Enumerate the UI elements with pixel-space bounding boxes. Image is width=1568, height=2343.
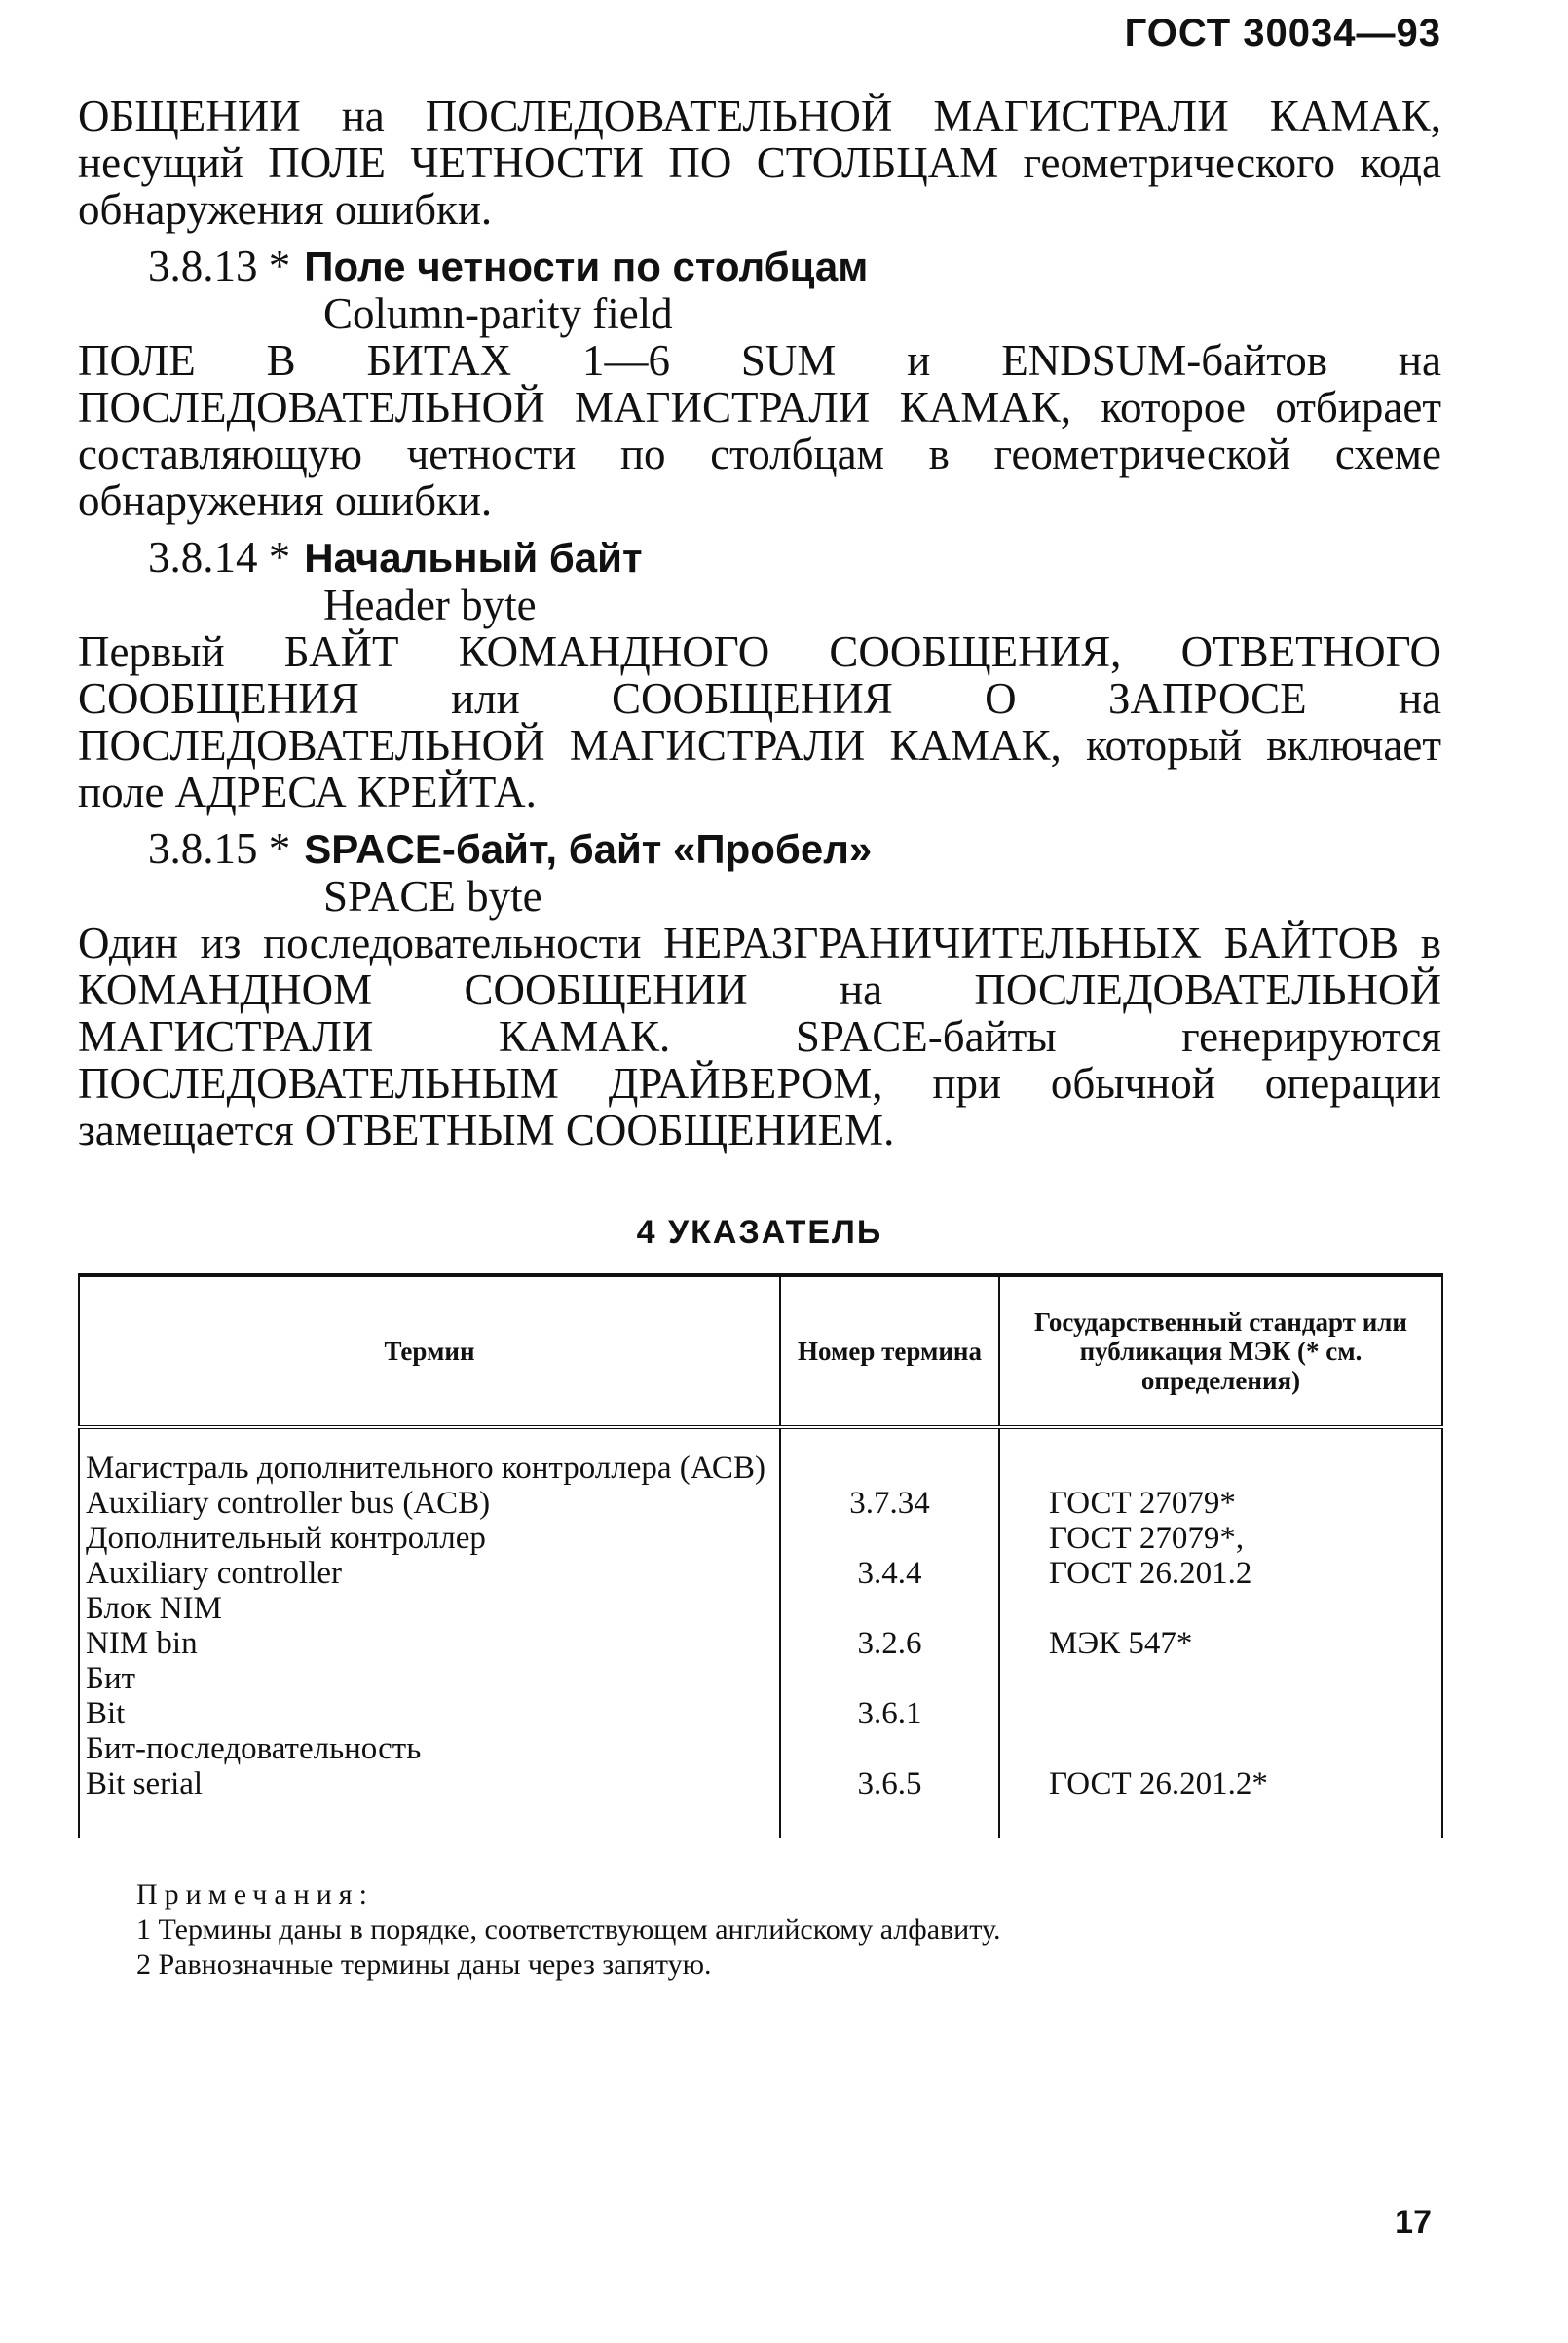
page-content <box>78 93 1441 1983</box>
row-term: Auxiliary controller <box>79 1556 780 1591</box>
term-title-en: Column-parity field <box>323 289 673 338</box>
row-standard <box>999 1696 1442 1731</box>
term-heading <box>78 534 1441 582</box>
row-term: Bit serial <box>79 1766 780 1838</box>
table-row <box>79 1427 1442 1486</box>
row-term: Дополнительный контроллер <box>79 1521 780 1556</box>
row-standard <box>999 1731 1442 1766</box>
row-standard <box>999 1427 1442 1486</box>
term-definition: Один из последовательности НЕРАЗГРАНИЧИТЕЛЬНЫХ БАЙТОВ в КОМАНДНОМ СООБЩЕНИИ на ПОСЛЕДОВАТЕЛЬНОЙ МАГИСТРАЛИ КАМАК. SPACE-байты генерируются ПОСЛЕДОВАТЕЛЬНЫМ ДРАЙВЕРОМ, при обычной операции замещается ОТВЕТНЫМ СООБЩЕНИЕМ. <box>78 919 1441 1154</box>
row-standard: ГОСТ 27079*, <box>999 1521 1442 1556</box>
row-number: 3.6.1 <box>780 1696 999 1731</box>
row-standard: ГОСТ 27079* <box>999 1486 1442 1521</box>
term-entry <box>78 243 1441 524</box>
term-title-ru: SPACE-байт, байт «Пробел» <box>304 826 873 872</box>
row-number <box>780 1661 999 1696</box>
row-number: 3.4.4 <box>780 1556 999 1591</box>
header-term: Термин <box>79 1275 780 1427</box>
header-number: Номер термина <box>780 1275 999 1427</box>
table-row <box>79 1591 1442 1626</box>
table-row <box>79 1661 1442 1696</box>
row-term: Блок NIM <box>79 1591 780 1626</box>
term-title-ru: Поле четности по столбцам <box>304 244 869 289</box>
row-term: Бит-последовательность <box>79 1731 780 1766</box>
row-standard <box>999 1661 1442 1696</box>
term-title-ru: Начальный байт <box>304 535 643 581</box>
index-header-row <box>79 1275 1442 1427</box>
table-row <box>79 1521 1442 1556</box>
row-term: Auxiliary controller bus (ACB) <box>79 1486 780 1521</box>
row-standard: ГОСТ 26.201.2* <box>999 1766 1442 1838</box>
page-number: 17 <box>1395 2204 1432 2241</box>
row-number <box>780 1521 999 1556</box>
notes-title: Примечания: <box>136 1878 374 1910</box>
term-number: 3.8.15 * <box>148 824 291 873</box>
term-title-en: Header byte <box>323 581 537 629</box>
index-table <box>78 1273 1443 1838</box>
row-standard: МЭК 547* <box>999 1626 1442 1661</box>
row-term: Бит <box>79 1661 780 1696</box>
table-row <box>79 1626 1442 1661</box>
row-number <box>780 1427 999 1486</box>
term-heading <box>78 825 1441 873</box>
term-entry <box>78 534 1441 815</box>
table-row <box>79 1731 1442 1766</box>
row-term: Магистраль дополнительного контроллера (АСВ) <box>79 1427 780 1486</box>
row-term: NIM bin <box>79 1626 780 1661</box>
index-section-title: 4 УКАЗАТЕЛЬ <box>636 1214 883 1251</box>
note-item: 2 Равнозначные термины даны через запятую. <box>136 1948 712 1981</box>
notes-block <box>78 1877 1441 1983</box>
document-header: ГОСТ 30034—93 <box>1124 12 1441 55</box>
table-row <box>79 1766 1442 1838</box>
term-entry <box>78 825 1441 1153</box>
table-row <box>79 1696 1442 1731</box>
term-definition: Первый БАЙТ КОМАНДНОГО СООБЩЕНИЯ, ОТВЕТНОГО СООБЩЕНИЯ или СООБЩЕНИЯ О ЗАПРОСЕ на ПОСЛЕДОВАТЕЛЬНОЙ МАГИСТРАЛИ КАМАК, который включает поле АДРЕСА КРЕЙТА. <box>78 627 1441 816</box>
term-definition: ПОЛЕ В БИТАХ 1—6 SUM и ENDSUM-байтов на ПОСЛЕДОВАТЕЛЬНОЙ МАГИСТРАЛИ КАМАК, которое отбирает составляющую четности по столбцам в геометрической схеме обнаружения ошибки. <box>78 336 1441 525</box>
note-item: 1 Термины даны в порядке, соответствующем английскому алфавиту. <box>136 1913 1001 1946</box>
term-number: 3.8.13 * <box>148 242 291 290</box>
row-term: Bit <box>79 1696 780 1731</box>
term-title-en: SPACE byte <box>323 872 542 921</box>
term-number: 3.8.14 * <box>148 533 291 582</box>
row-number: 3.6.5 <box>780 1766 999 1838</box>
header-standard: Государственный стандарт или публикация МЭК (* см. определения) <box>999 1275 1442 1427</box>
intro-paragraph: ОБЩЕНИИ на ПОСЛЕДОВАТЕЛЬНОЙ МАГИСТРАЛИ КАМАК, несущий ПОЛЕ ЧЕТНОСТИ ПО СТОЛБЦАМ геометрического кода обнаружения ошибки. <box>78 92 1441 234</box>
row-number: 3.7.34 <box>780 1486 999 1521</box>
table-row <box>79 1556 1442 1591</box>
row-number <box>780 1591 999 1626</box>
row-standard <box>999 1591 1442 1626</box>
row-standard: ГОСТ 26.201.2 <box>999 1556 1442 1591</box>
row-number <box>780 1731 999 1766</box>
row-number: 3.2.6 <box>780 1626 999 1661</box>
table-row <box>79 1486 1442 1521</box>
term-heading <box>78 243 1441 290</box>
